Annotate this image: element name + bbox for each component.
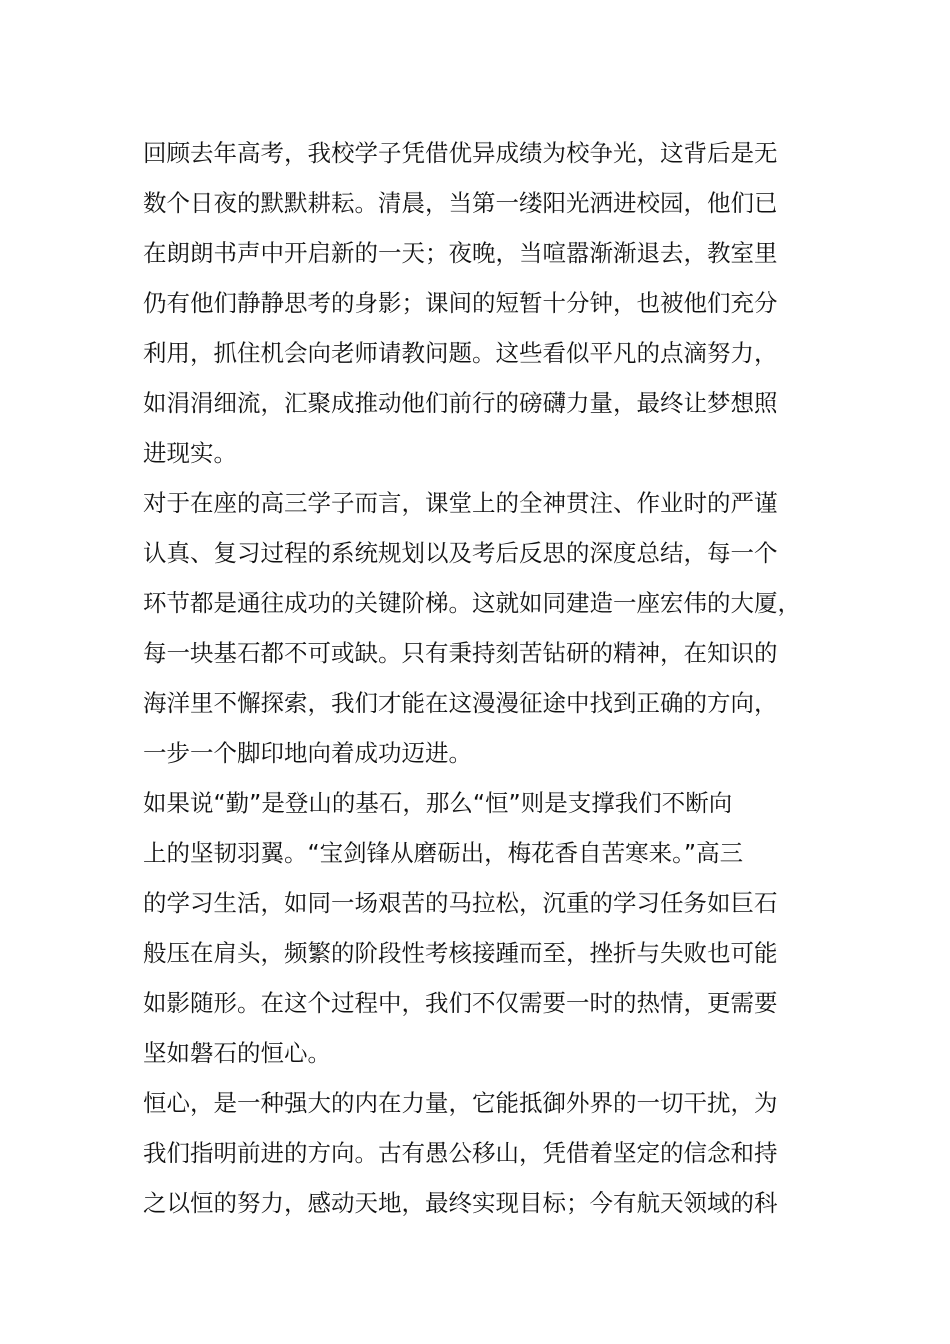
- text-line: 恒心，是一种强大的内在力量，它能抵御外界的一切干扰，为: [143, 1089, 778, 1117]
- text-line: 数个日夜的默默耕耘。清晨，当第一缕阳光洒进校园，他们已: [143, 189, 778, 217]
- paragraph-3: [143, 778, 833, 1078]
- text-line: 一步一个脚印地向着成功迈进。: [143, 739, 472, 767]
- text-line: 海洋里不懈探索，我们才能在这漫漫征途中找到正确的方向，: [143, 689, 778, 717]
- text-line: 回顾去年高考，我校学子凭借优异成绩为校争光，这背后是无: [143, 139, 778, 167]
- text-line: 认真、复习过程的系统规划以及考后反思的深度总结，每一个: [143, 539, 778, 567]
- text-line: 坚如磐石的恒心。: [143, 1039, 331, 1067]
- text-line: 我们指明前进的方向。古有愚公移山，凭借着坚定的信念和持: [143, 1139, 778, 1167]
- text-line: 环节都是通往成功的关键阶梯。这就如同建造一座宏伟的大厦，: [143, 589, 801, 617]
- text-line: 如涓涓细流，汇聚成推动他们前行的磅礴力量，最终让梦想照: [143, 389, 778, 417]
- text-line: 利用，抓住机会向老师请教问题。这些看似平凡的点滴努力，: [143, 339, 778, 367]
- text-line: 对于在座的高三学子而言，课堂上的全神贯注、作业时的严谨: [143, 489, 778, 517]
- text-line: 在朗朗书声中开启新的一天；夜晚，当喧嚣渐渐退去，教室里: [143, 239, 778, 267]
- document-body: [143, 128, 833, 1228]
- paragraph-1: [143, 128, 833, 478]
- text-line: 如影随形。在这个过程中，我们不仅需要一时的热情，更需要: [143, 989, 778, 1017]
- text-line: 般压在肩头，频繁的阶段性考核接踵而至，挫折与失败也可能: [143, 939, 778, 967]
- text-line: 之以恒的努力，感动天地，最终实现目标；今有航天领域的科: [143, 1189, 778, 1217]
- text-line: 仍有他们静静思考的身影；课间的短暂十分钟，也被他们充分: [143, 289, 778, 317]
- paragraph-2: [143, 478, 833, 778]
- text-line: 进现实。: [143, 439, 237, 467]
- text-line: 如果说“勤”是登山的基石，那么“恒”则是支撑我们不断向: [143, 789, 733, 817]
- text-line: 上的坚韧羽翼。“宝剑锋从磨砺出，梅花香自苦寒来。”高三: [143, 839, 744, 867]
- text-line: 每一块基石都不可或缺。只有秉持刻苦钻研的精神，在知识的: [143, 639, 778, 667]
- paragraph-4: [143, 1078, 833, 1228]
- text-line: 的学习生活，如同一场艰苦的马拉松，沉重的学习任务如巨石: [143, 889, 778, 917]
